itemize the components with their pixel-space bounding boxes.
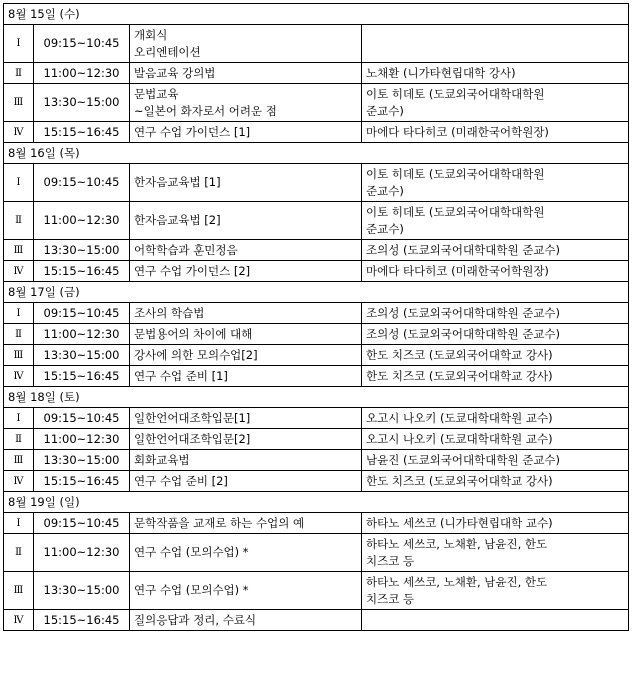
session-time: 11:00~12:30 (34, 429, 130, 450)
day-date: 8월 19일 (일) (4, 492, 629, 513)
session-row (4, 345, 629, 366)
session-period: Ⅱ (4, 63, 34, 84)
session-period: Ⅰ (4, 25, 34, 63)
session-row (4, 324, 629, 345)
session-title: 질의응답과 정리, 수료식 (130, 610, 362, 631)
session-instructor: 이토 히데토 (도쿄외국어대학대학원 준교수) (362, 202, 629, 240)
session-title: 연구 수업 가이던스 [2] (130, 261, 362, 282)
session-title: 연구 수업 준비 [2] (130, 471, 362, 492)
session-time: 11:00~12:30 (34, 63, 130, 84)
day-date: 8월 18일 (토) (4, 387, 629, 408)
session-time: 09:15~10:45 (34, 303, 130, 324)
session-period: Ⅱ (4, 429, 34, 450)
session-instructor: 조의성 (도쿄외국어대학대학원 준교수) (362, 324, 629, 345)
session-time: 09:15~10:45 (34, 164, 130, 202)
session-row (4, 202, 629, 240)
session-time: 13:30~15:00 (34, 450, 130, 471)
session-row (4, 261, 629, 282)
session-instructor: 조의성 (도쿄외국어대학대학원 준교수) (362, 240, 629, 261)
session-period: Ⅳ (4, 261, 34, 282)
session-instructor: 이토 히데토 (도쿄외국어대학대학원 준교수) (362, 84, 629, 122)
session-time: 15:15~16:45 (34, 610, 130, 631)
session-period: Ⅱ (4, 202, 34, 240)
session-period: Ⅲ (4, 572, 34, 610)
session-time: 15:15~16:45 (34, 122, 130, 143)
session-title: 연구 수업 가이던스 [1] (130, 122, 362, 143)
day-header-row (4, 282, 629, 303)
session-period: Ⅰ (4, 513, 34, 534)
session-period: Ⅲ (4, 450, 34, 471)
session-instructor: 이토 히데토 (도쿄외국어대학대학원 준교수) (362, 164, 629, 202)
session-row (4, 450, 629, 471)
session-title: 어학학습과 훈민정음 (130, 240, 362, 261)
session-row (4, 63, 629, 84)
session-title: 연구 수업 준비 [1] (130, 366, 362, 387)
session-instructor: 마에다 타다히코 (미래한국어학원장) (362, 122, 629, 143)
session-title: 문법용어의 차이에 대해 (130, 324, 362, 345)
schedule-table (3, 3, 629, 631)
session-title: 연구 수업 (모의수업) * (130, 572, 362, 610)
session-row (4, 534, 629, 572)
session-row (4, 84, 629, 122)
session-time: 13:30~15:00 (34, 84, 130, 122)
schedule-body (4, 4, 629, 631)
session-time: 15:15~16:45 (34, 366, 130, 387)
session-row (4, 513, 629, 534)
session-instructor: 하타노 세쓰코 (니가타현립대학 교수) (362, 513, 629, 534)
session-title: 한자음교육법 [2] (130, 202, 362, 240)
session-instructor: 하타노 세쓰코, 노채환, 남윤진, 한도 치즈코 등 (362, 534, 629, 572)
session-title: 일한언어대조학입문[2] (130, 429, 362, 450)
session-time: 13:30~15:00 (34, 240, 130, 261)
session-period: Ⅳ (4, 122, 34, 143)
session-title: 조사의 학습법 (130, 303, 362, 324)
session-instructor: 하타노 세쓰코, 노채환, 남윤진, 한도 치즈코 등 (362, 572, 629, 610)
session-row (4, 471, 629, 492)
session-time: 11:00~12:30 (34, 324, 130, 345)
session-period: Ⅰ (4, 303, 34, 324)
session-time: 11:00~12:30 (34, 534, 130, 572)
session-period: Ⅱ (4, 324, 34, 345)
session-row (4, 572, 629, 610)
session-period: Ⅲ (4, 84, 34, 122)
session-row (4, 429, 629, 450)
session-row (4, 25, 629, 63)
session-title: 문법교육 ~일본어 화자로서 어려운 점 (130, 84, 362, 122)
day-date: 8월 15일 (수) (4, 4, 629, 25)
session-instructor: 노채환 (니가타현립대학 강사) (362, 63, 629, 84)
session-period: Ⅰ (4, 408, 34, 429)
session-instructor: 남윤진 (도쿄외국어대학대학원 준교수) (362, 450, 629, 471)
session-time: 13:30~15:00 (34, 572, 130, 610)
session-period: Ⅳ (4, 366, 34, 387)
session-instructor (362, 25, 629, 63)
session-instructor: 한도 치즈코 (도쿄외국어대학교 강사) (362, 345, 629, 366)
session-time: 15:15~16:45 (34, 261, 130, 282)
session-row (4, 240, 629, 261)
session-time: 13:30~15:00 (34, 345, 130, 366)
session-title: 발음교육 강의법 (130, 63, 362, 84)
day-header-row (4, 492, 629, 513)
session-row (4, 408, 629, 429)
session-instructor: 한도 치즈코 (도쿄외국어대학교 강사) (362, 366, 629, 387)
session-title: 회화교육법 (130, 450, 362, 471)
session-row (4, 610, 629, 631)
session-time: 09:15~10:45 (34, 513, 130, 534)
session-title: 연구 수업 (모의수업) * (130, 534, 362, 572)
day-header-row (4, 4, 629, 25)
session-row (4, 303, 629, 324)
session-title: 일한언어대조학입문[1] (130, 408, 362, 429)
session-row (4, 366, 629, 387)
session-instructor: 한도 치즈코 (도쿄외국어대학교 강사) (362, 471, 629, 492)
session-period: Ⅰ (4, 164, 34, 202)
session-instructor: 오고시 나오키 (도쿄대학대학원 교수) (362, 408, 629, 429)
session-time: 09:15~10:45 (34, 25, 130, 63)
day-date: 8월 16일 (목) (4, 143, 629, 164)
session-title: 강사에 의한 모의수업[2] (130, 345, 362, 366)
session-period: Ⅳ (4, 610, 34, 631)
session-period: Ⅱ (4, 534, 34, 572)
session-instructor: 오고시 나오키 (도쿄대학대학원 교수) (362, 429, 629, 450)
session-period: Ⅲ (4, 345, 34, 366)
session-row (4, 164, 629, 202)
day-header-row (4, 143, 629, 164)
session-title: 문학작품을 교재로 하는 수업의 예 (130, 513, 362, 534)
session-time: 09:15~10:45 (34, 408, 130, 429)
session-time: 15:15~16:45 (34, 471, 130, 492)
session-period: Ⅲ (4, 240, 34, 261)
session-instructor (362, 610, 629, 631)
session-row (4, 122, 629, 143)
day-header-row (4, 387, 629, 408)
session-instructor: 마에다 타다히코 (미래한국어학원장) (362, 261, 629, 282)
session-title: 개회식 오리엔테이션 (130, 25, 362, 63)
session-title: 한자음교육법 [1] (130, 164, 362, 202)
session-instructor: 조의성 (도쿄외국어대학대학원 준교수) (362, 303, 629, 324)
session-period: Ⅳ (4, 471, 34, 492)
day-date: 8월 17일 (금) (4, 282, 629, 303)
session-time: 11:00~12:30 (34, 202, 130, 240)
